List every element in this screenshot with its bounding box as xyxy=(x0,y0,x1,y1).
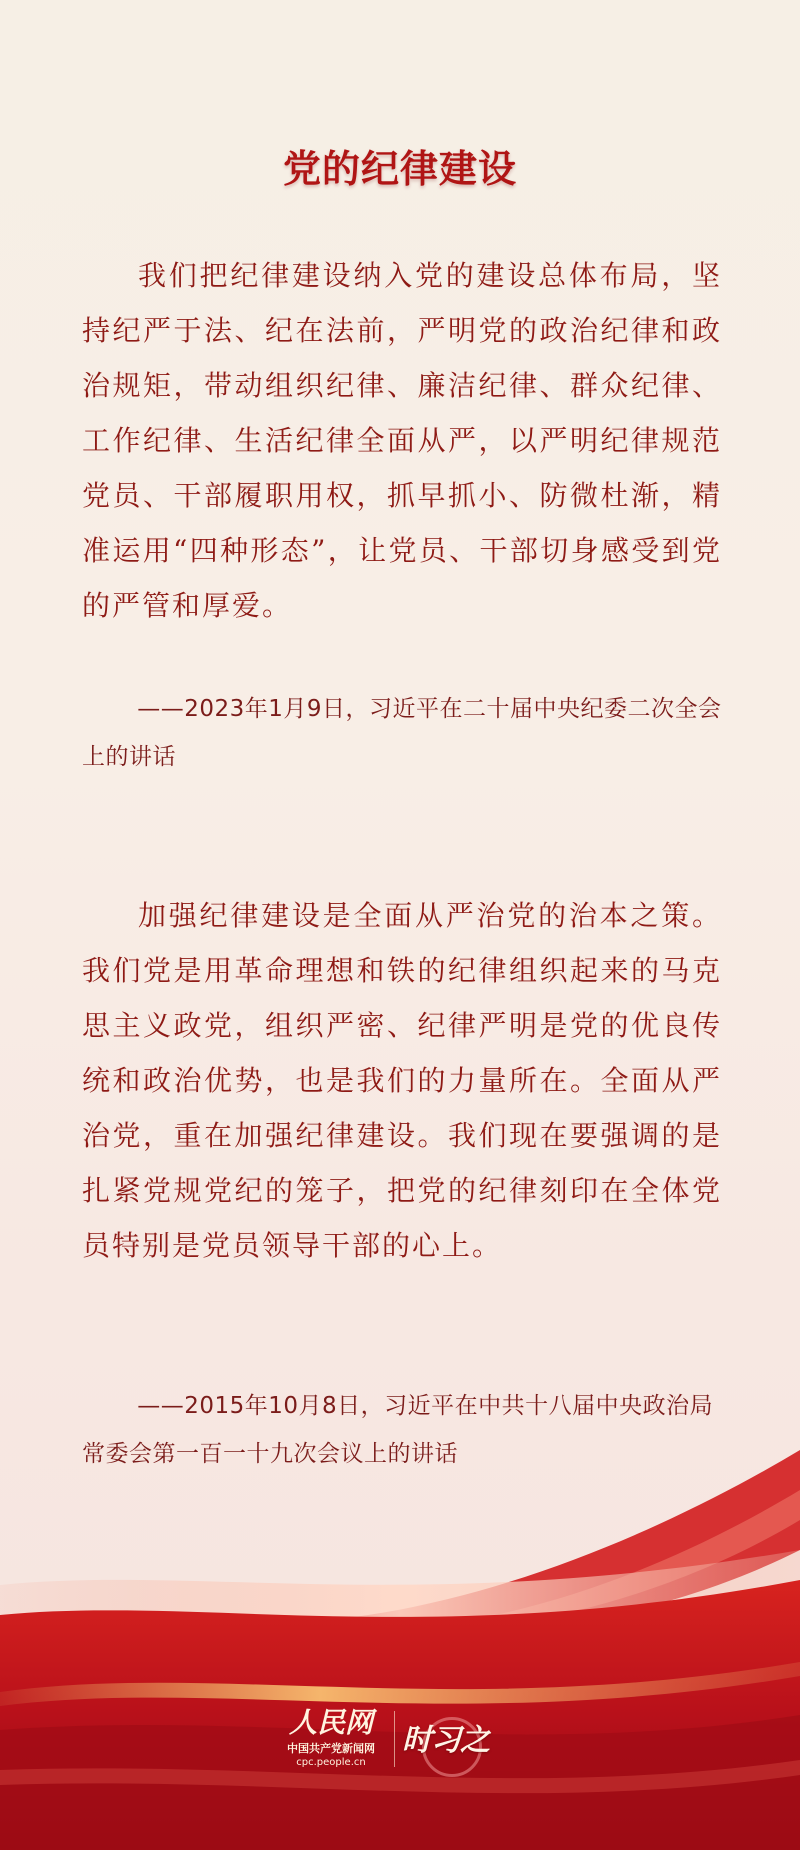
people-cn-url: cpc.people.cn xyxy=(296,1757,366,1768)
footer-logos xyxy=(0,1705,800,1795)
shixizhi-text: 时习之 xyxy=(402,1723,489,1758)
people-cn-brand: 人民网 xyxy=(288,1706,373,1739)
people-cn-subtitle: 中国共产党新闻网 xyxy=(287,1742,375,1755)
people-cn-logo xyxy=(272,1705,390,1770)
quote-text-2: 加强纪律建设是全面从严治党的治本之策。我们党是用革命理想和铁的纪律组织起来的马克思主义政党，组织严密、纪律严明是党的优良传统和政治优势，也是我们的力量所在。全面从严治党，重在加强纪律建设。我们现在要强调的是扎紧党规党纪的笼子，把党的纪律刻印在全体党员特别是党员领导干部的心上。 xyxy=(82,899,722,1262)
logo-divider xyxy=(394,1711,395,1767)
quote-source-1: ——2023年1月9日，习近平在二十届中央纪委二次全会上的讲话 xyxy=(82,696,722,770)
quote-text-1: 我们把纪律建设纳入党的建设总体布局，坚持纪严于法、纪在法前，严明党的政治纪律和政治规矩，带动组织纪律、廉洁纪律、群众纪律、工作纪律、生活纪律全面从严，以严明纪律规范党员、干部履职用权，抓早抓小、防微杜渐，精准运用“四种形态”，让党员、干部切身感受到党的严管和厚爱。 xyxy=(82,259,722,622)
page-title: 党的纪律建设 xyxy=(282,147,517,191)
quote-source-2: ——2015年10月8日，习近平在中共十八届中央政治局常委会第一百一十九次会议上的讲话 xyxy=(82,1393,714,1467)
shixizhi-logo xyxy=(402,1707,512,1777)
